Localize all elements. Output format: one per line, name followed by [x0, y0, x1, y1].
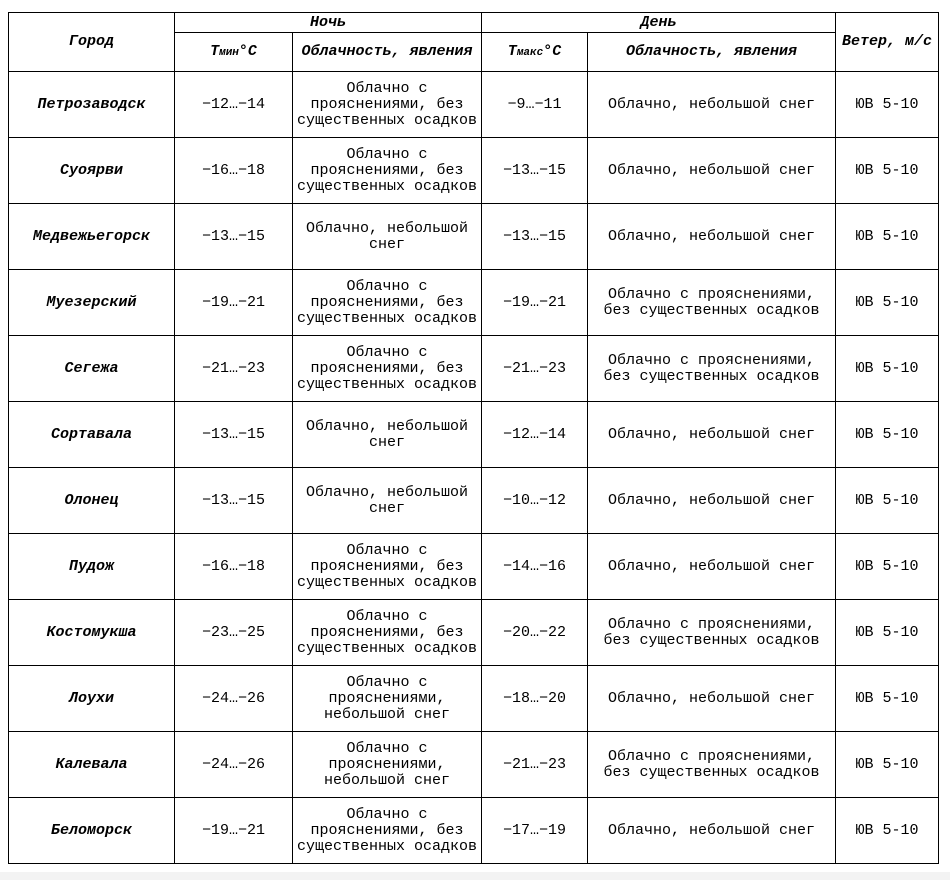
- wind-cell: ЮВ 5-10: [836, 402, 939, 468]
- city-cell: Лоухи: [9, 666, 175, 732]
- day-conditions-cell: Облачно, небольшой снег: [588, 72, 836, 138]
- day-conditions-cell: Облачно, небольшой снег: [588, 798, 836, 864]
- header-night-clouds: Облачность, явления: [293, 33, 482, 72]
- table-row: [9, 336, 939, 402]
- city-cell: Беломорск: [9, 798, 175, 864]
- night-conditions-cell: Облачно, небольшой снег: [293, 402, 482, 468]
- wind-cell: ЮВ 5-10: [836, 534, 939, 600]
- tmax-cell: −21…−23: [482, 732, 588, 798]
- forecast-table: [8, 12, 939, 864]
- tmin-cell: −12…−14: [175, 72, 293, 138]
- day-conditions-cell: Облачно, небольшой снег: [588, 204, 836, 270]
- day-conditions-cell: Облачно, небольшой снег: [588, 138, 836, 204]
- header-tmin: [175, 33, 293, 72]
- header-tmax-main: Т: [507, 42, 517, 60]
- wind-cell: ЮВ 5-10: [836, 204, 939, 270]
- tmin-cell: −23…−25: [175, 600, 293, 666]
- night-conditions-cell: Облачно с прояснениями, небольшой снег: [293, 732, 482, 798]
- city-cell: Костомукша: [9, 600, 175, 666]
- header-night: Ночь: [175, 13, 482, 33]
- wind-cell: ЮВ 5-10: [836, 270, 939, 336]
- night-conditions-cell: Облачно с прояснениями, без существенных осадков: [293, 534, 482, 600]
- tmax-cell: −13…−15: [482, 138, 588, 204]
- table-row: [9, 600, 939, 666]
- header-wind: Ветер, м/с: [836, 13, 939, 72]
- table-row: [9, 270, 939, 336]
- tmin-cell: −13…−15: [175, 468, 293, 534]
- night-conditions-cell: Облачно с прояснениями, небольшой снег: [293, 666, 482, 732]
- header-tmax-sub: макс: [516, 46, 544, 59]
- table-row: [9, 402, 939, 468]
- wind-cell: ЮВ 5-10: [836, 72, 939, 138]
- tmin-cell: −13…−15: [175, 402, 293, 468]
- tmin-cell: −24…−26: [175, 666, 293, 732]
- wind-cell: ЮВ 5-10: [836, 336, 939, 402]
- tmin-cell: −16…−18: [175, 534, 293, 600]
- tmin-cell: −19…−21: [175, 270, 293, 336]
- tmin-cell: −21…−23: [175, 336, 293, 402]
- city-cell: Калевала: [9, 732, 175, 798]
- tmax-cell: −21…−23: [482, 336, 588, 402]
- day-conditions-cell: Облачно, небольшой снег: [588, 666, 836, 732]
- city-cell: Сегежа: [9, 336, 175, 402]
- header-city: Город: [9, 13, 175, 72]
- tmin-cell: −24…−26: [175, 732, 293, 798]
- tmax-cell: −13…−15: [482, 204, 588, 270]
- night-conditions-cell: Облачно с прояснениями, без существенных осадков: [293, 336, 482, 402]
- tmax-cell: −18…−20: [482, 666, 588, 732]
- tmax-cell: −14…−16: [482, 534, 588, 600]
- day-conditions-cell: Облачно, небольшой снег: [588, 534, 836, 600]
- table-row: [9, 138, 939, 204]
- city-cell: Петрозаводск: [9, 72, 175, 138]
- night-conditions-cell: Облачно с прояснениями, без существенных осадков: [293, 600, 482, 666]
- header-row-top: [9, 13, 939, 33]
- wind-cell: ЮВ 5-10: [836, 666, 939, 732]
- table-row: [9, 666, 939, 732]
- day-conditions-cell: Облачно, небольшой снег: [588, 468, 836, 534]
- city-cell: Олонец: [9, 468, 175, 534]
- table-row: [9, 204, 939, 270]
- tmax-cell: −12…−14: [482, 402, 588, 468]
- day-conditions-cell: Облачно с прояснениями, без существенных осадков: [588, 336, 836, 402]
- wind-cell: ЮВ 5-10: [836, 600, 939, 666]
- night-conditions-cell: Облачно с прояснениями, без существенных осадков: [293, 270, 482, 336]
- bottom-scroll-strip: [0, 872, 950, 880]
- tmin-cell: −16…−18: [175, 138, 293, 204]
- header-tmax-unit: °С: [543, 42, 562, 60]
- wind-cell: ЮВ 5-10: [836, 468, 939, 534]
- wind-cell: ЮВ 5-10: [836, 798, 939, 864]
- night-conditions-cell: Облачно с прояснениями, без существенных осадков: [293, 138, 482, 204]
- wind-cell: ЮВ 5-10: [836, 138, 939, 204]
- tmax-cell: −20…−22: [482, 600, 588, 666]
- table-row: [9, 732, 939, 798]
- tmax-cell: −10…−12: [482, 468, 588, 534]
- tmin-cell: −19…−21: [175, 798, 293, 864]
- city-cell: Сортавала: [9, 402, 175, 468]
- day-conditions-cell: Облачно, небольшой снег: [588, 402, 836, 468]
- header-day: День: [482, 13, 836, 33]
- header-tmin-unit: °С: [238, 42, 257, 60]
- city-cell: Суоярви: [9, 138, 175, 204]
- tmax-cell: −19…−21: [482, 270, 588, 336]
- header-tmax: [482, 33, 588, 72]
- night-conditions-cell: Облачно с прояснениями, без существенных осадков: [293, 798, 482, 864]
- table-row: [9, 72, 939, 138]
- day-conditions-cell: Облачно с прояснениями, без существенных осадков: [588, 732, 836, 798]
- table-row: [9, 798, 939, 864]
- header-day-clouds: Облачность, явления: [588, 33, 836, 72]
- header-tmin-main: Т: [210, 42, 220, 60]
- night-conditions-cell: Облачно, небольшой снег: [293, 468, 482, 534]
- city-cell: Пудож: [9, 534, 175, 600]
- header-tmin-sub: мин: [219, 46, 239, 59]
- tmax-cell: −9…−11: [482, 72, 588, 138]
- tmax-cell: −17…−19: [482, 798, 588, 864]
- table-row: [9, 534, 939, 600]
- city-cell: Муезерский: [9, 270, 175, 336]
- tmin-cell: −13…−15: [175, 204, 293, 270]
- night-conditions-cell: Облачно, небольшой снег: [293, 204, 482, 270]
- day-conditions-cell: Облачно с прояснениями, без существенных осадков: [588, 270, 836, 336]
- table-row: [9, 468, 939, 534]
- wind-cell: ЮВ 5-10: [836, 732, 939, 798]
- city-cell: Медвежьегорск: [9, 204, 175, 270]
- day-conditions-cell: Облачно с прояснениями, без существенных осадков: [588, 600, 836, 666]
- night-conditions-cell: Облачно с прояснениями, без существенных осадков: [293, 72, 482, 138]
- table-body: [9, 72, 939, 864]
